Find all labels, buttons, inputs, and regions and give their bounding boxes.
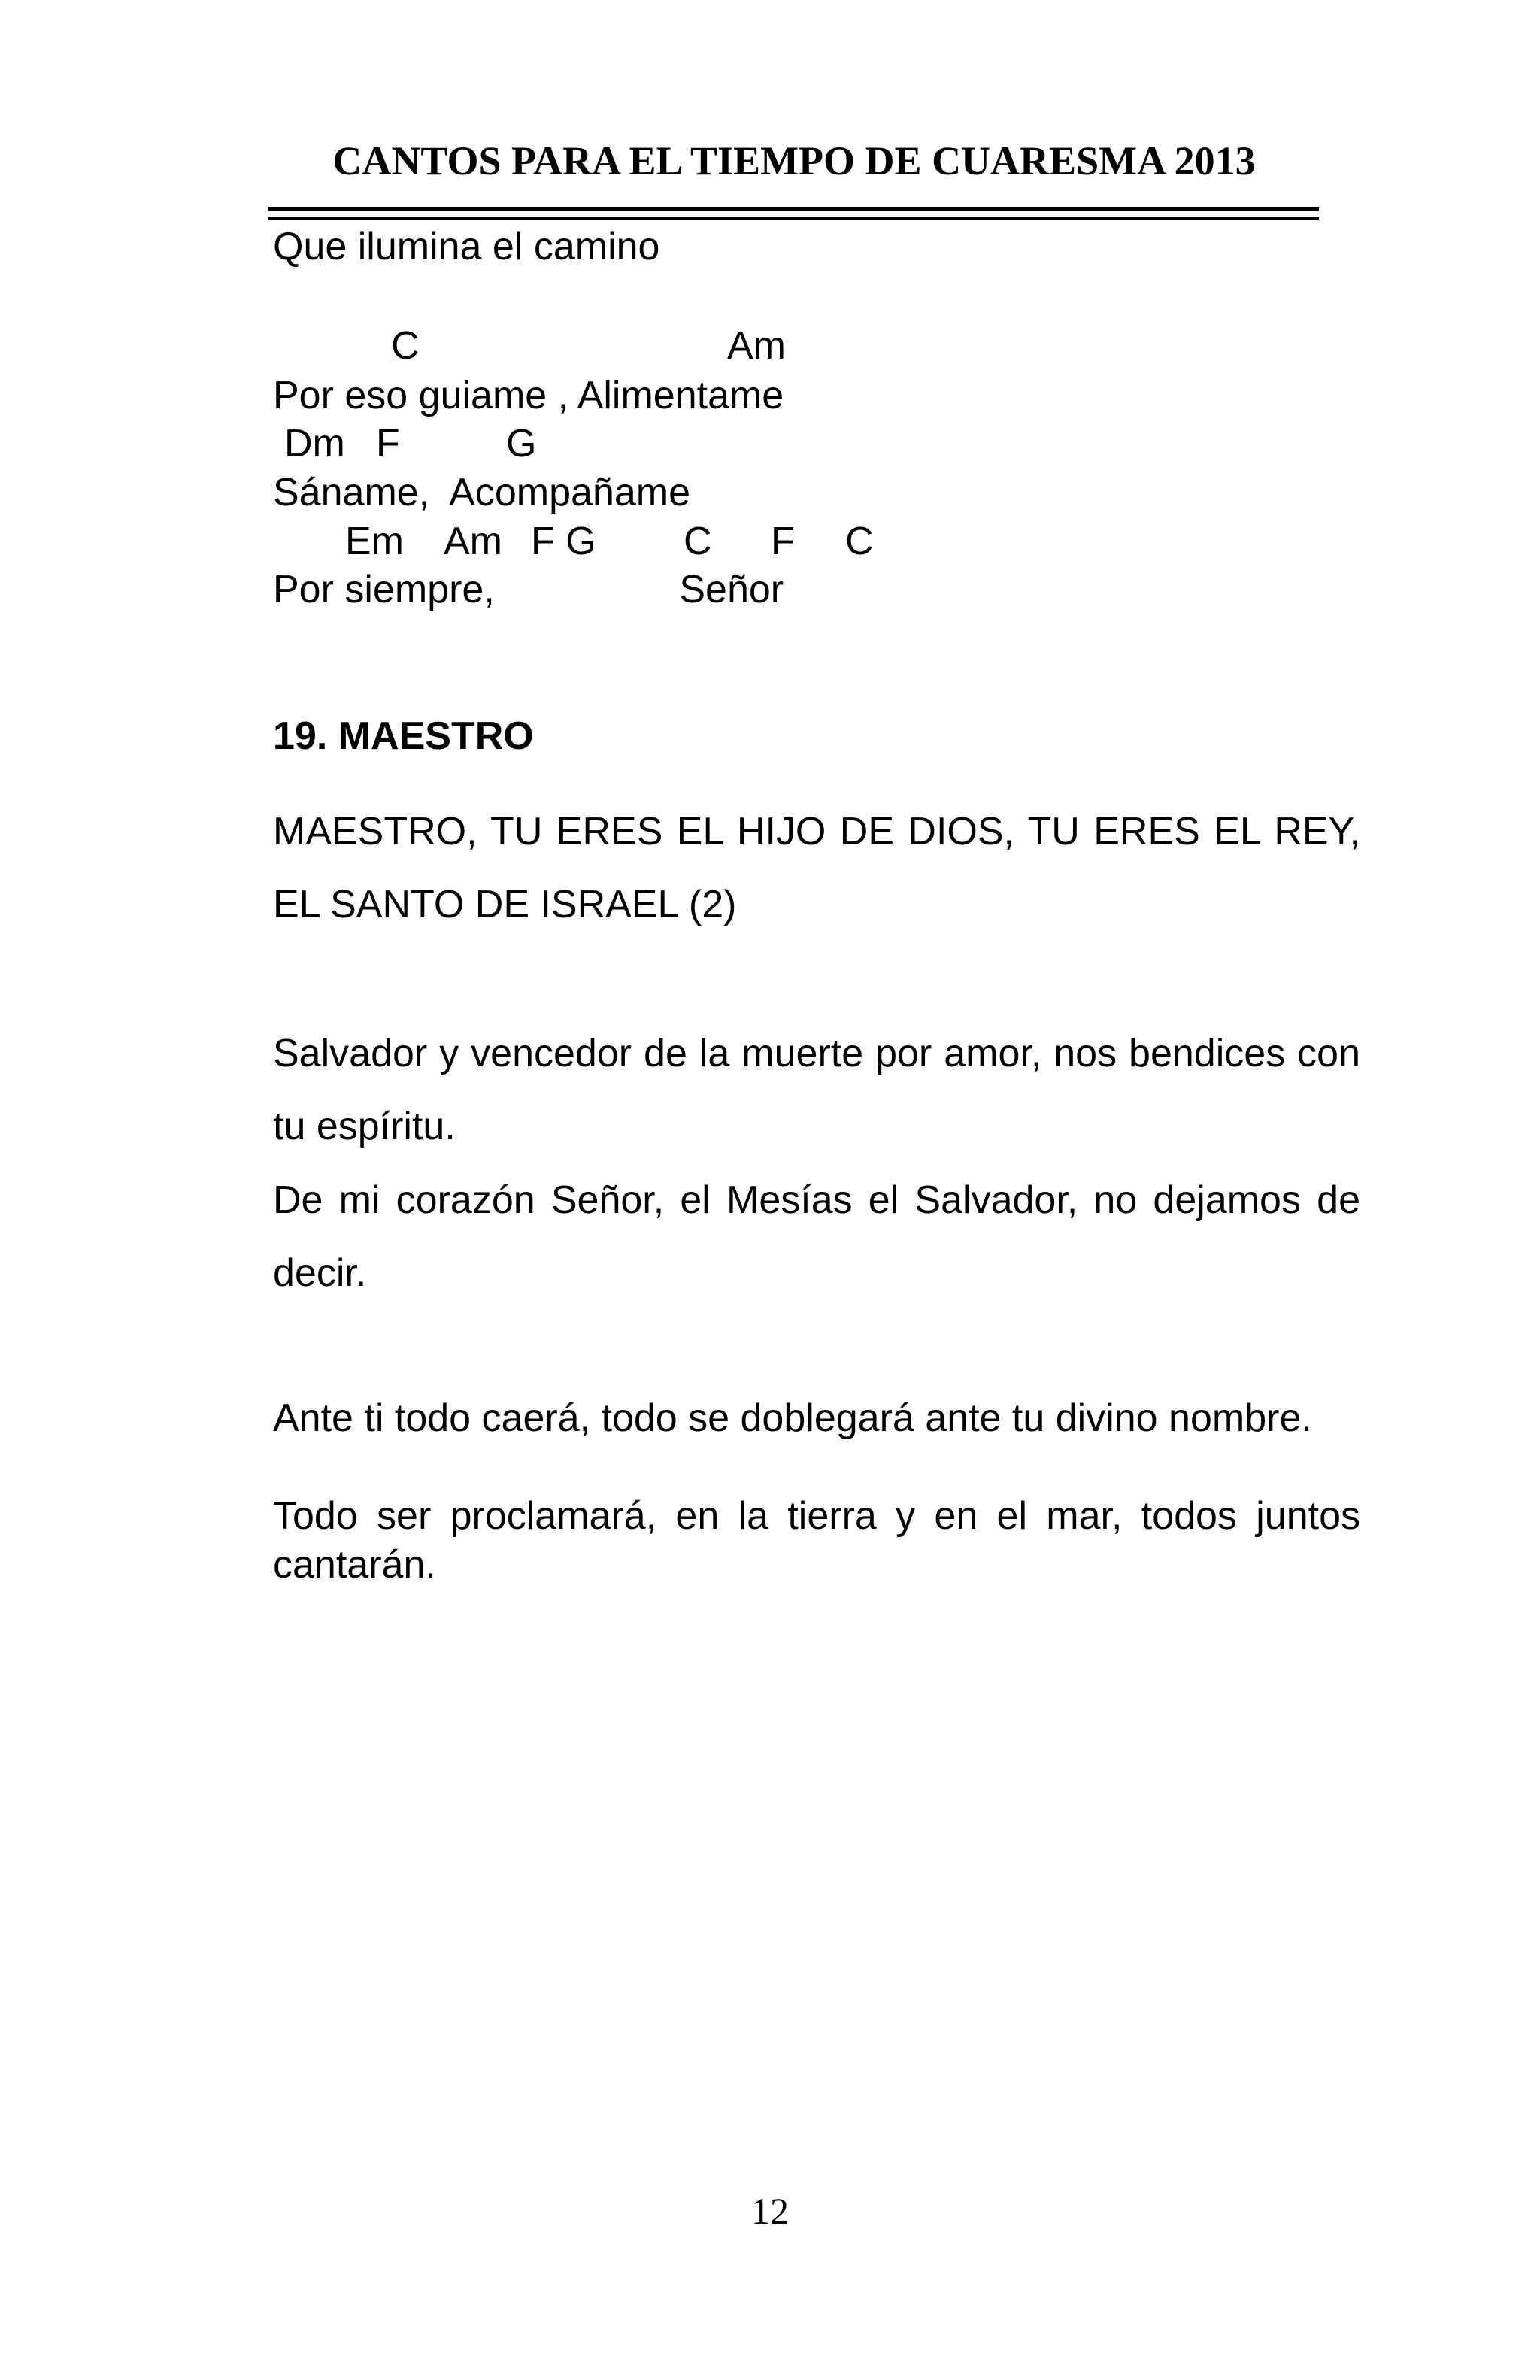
verse-paragraph: Salvador y vencedor de la muerte por amor, nos bendices con tu espíritu. (273, 1032, 1360, 1148)
chord: C (391, 324, 420, 368)
chord: Em (345, 520, 404, 563)
chord: G (506, 422, 537, 465)
chord: F (376, 422, 400, 465)
chord: F (771, 520, 795, 563)
lyric-line: Sáname, Acompañame (273, 471, 690, 514)
verse-paragraph: Ante ti todo caerá, todo se doblegará ante tu divino nombre. (273, 1396, 1312, 1440)
verse-paragraph: Todo ser proclamará, en la tierra y en el mar, todos juntos cantarán. (273, 1494, 1360, 1587)
verse-paragraph: De mi corazón Señor, el Mesías el Salvador, no dejamos de decir. (273, 1178, 1360, 1295)
chord: Dm (284, 422, 345, 465)
lyric-line: Que ilumina el camino (273, 225, 660, 268)
song-title: 19. MAESTRO (273, 714, 534, 758)
chord: F G (531, 520, 596, 563)
chorus-paragraph: MAESTRO, TU ERES EL HIJO DE DIOS, TU ERES EL REY, EL SANTO DE ISRAEL (2) (273, 810, 1360, 926)
lyric-line: Por siempre, Señor (273, 568, 784, 611)
page-header-title: CANTOS PARA EL TIEMPO DE CUARESMA 2013 (332, 138, 1256, 183)
header-rule-thin (268, 217, 1319, 220)
chord: Am (727, 324, 786, 368)
lyric-line: Por eso guiame , Alimentame (273, 374, 784, 417)
chord: C (684, 520, 712, 563)
header-rule-thick (268, 207, 1319, 211)
chord: Am (444, 520, 502, 563)
chord: C (845, 520, 874, 563)
page-number: 12 (751, 2190, 789, 2232)
